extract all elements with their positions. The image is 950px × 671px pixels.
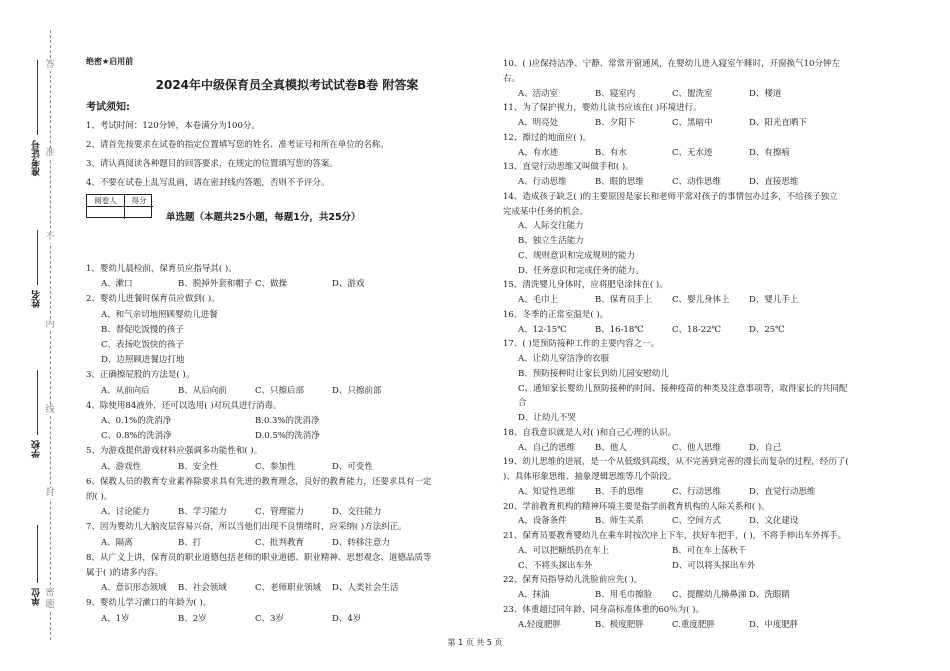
field-exam-number-label: 准考证号	[32, 140, 42, 176]
option[interactable]: C、只擦后部	[255, 385, 305, 396]
page-number: 第 1 页 共 5 页	[447, 638, 503, 647]
seal-char: 题	[43, 600, 57, 611]
score-cell[interactable]	[125, 207, 153, 219]
option[interactable]: B、2岁	[178, 613, 207, 624]
option[interactable]: A、0.1%的洗消净	[101, 416, 172, 426]
option[interactable]: B、寝室内	[595, 88, 636, 99]
question-continuation: 的( )。	[86, 492, 113, 502]
seal-line	[50, 30, 51, 640]
option-row	[518, 117, 826, 129]
option[interactable]: D、边照顾进餐边打地	[101, 355, 185, 366]
option[interactable]: 合	[518, 398, 527, 409]
option-row	[101, 278, 409, 290]
section-heading: 单选题（本题共25小题，每题1分，共25分）	[166, 212, 361, 223]
option-row	[518, 88, 826, 100]
option[interactable]: C.重度肥胖	[672, 619, 715, 630]
field-name-label: 姓名	[32, 290, 42, 308]
question-text: 7、因为婴幼儿大脑皮层容易兴奋，所以当他们出现不良情绪时，应采纳( )方法纠正。	[86, 522, 407, 533]
option[interactable]: B、独立生活能力	[518, 236, 584, 246]
binding-margin	[0, 0, 70, 671]
option[interactable]: C、通知家长婴幼儿预防接种的时间、接种疫苗的种类及注意事项等，取得家长的共同配	[518, 383, 848, 394]
option-row	[518, 412, 576, 424]
option[interactable]: D、洗眼睛	[749, 590, 790, 600]
option[interactable]: B、打	[178, 537, 202, 548]
option-row	[518, 265, 644, 277]
option[interactable]: B、督促吃饭慢的孩子	[101, 324, 184, 335]
option[interactable]: D、婴儿手上	[749, 295, 799, 305]
option[interactable]: D、中度肥胖	[749, 619, 799, 630]
option[interactable]: B、预防接种时让家长到幼儿园安慰幼儿	[518, 368, 669, 379]
seal-char: 答	[43, 60, 57, 71]
option[interactable]: D、交往能力	[332, 507, 382, 518]
question-text: 22、保育员指导幼儿洗脸前应先( )。	[503, 575, 643, 586]
option-row	[518, 368, 669, 380]
option[interactable]: C、提醒幼儿擤鼻涕	[672, 590, 747, 600]
option[interactable]: A、游戏性	[101, 461, 142, 472]
option[interactable]: B、16-18℃	[595, 324, 644, 335]
option[interactable]: A、人际交往能力	[518, 221, 584, 232]
option[interactable]: A、隔离	[101, 537, 133, 548]
field-exam-number-blank	[37, 60, 38, 135]
question-text: 2、婴幼儿进餐时保育员应做到( )。	[86, 294, 220, 305]
question-text: 6、保教人员的教育专业素养除要求具有先进的教育理念，良好的教育能力，还要求具有一定	[86, 476, 432, 487]
option[interactable]: C、盥洗室	[672, 88, 713, 99]
option-row	[101, 461, 409, 473]
option[interactable]: B、用毛巾擦脸	[595, 590, 653, 600]
question-text: 17、( )是预防接种工作的主要内容之一。	[503, 339, 660, 350]
option[interactable]: B、极度肥胖	[595, 619, 644, 630]
option[interactable]: A、从前向后	[101, 385, 150, 396]
option[interactable]: C、他人思维	[672, 442, 722, 453]
option[interactable]: C、3岁	[255, 613, 284, 624]
option[interactable]: D、可变性	[332, 461, 373, 472]
option[interactable]: D、让幼儿不哭	[518, 413, 576, 423]
question-text: 20、学前教育机构的精神环境主要是指学前教育机构的人际关系和( )。	[503, 501, 770, 512]
exam-title: 2024年中级保育员全真模拟考试试卷B卷 附答案	[155, 78, 419, 92]
option-row	[518, 294, 826, 306]
option[interactable]: A、和气亲切地照顾婴幼儿进餐	[101, 309, 218, 320]
notice-heading: 考试须知:	[86, 102, 130, 113]
question-text: 8、从广义上讲，保育员的职业道德包括老师的职业道德、职业精神、思想观念、道德品质等	[86, 552, 432, 563]
option[interactable]: C、参加性	[255, 461, 296, 472]
option[interactable]: B、有水	[595, 147, 627, 158]
option[interactable]: D、人类社会生活	[332, 583, 399, 594]
option[interactable]: B、从后向前	[178, 385, 227, 396]
question-text: 3、正确擦屁股的方法是( )。	[86, 370, 195, 381]
question-text: 4、除使用84液外，还可以选用( )对玩具进行消毒。	[86, 400, 282, 411]
option[interactable]: A、自己的思维	[518, 442, 576, 453]
option[interactable]: C、0.8%的洗消净	[101, 431, 172, 442]
option-row	[101, 309, 218, 321]
option[interactable]: B、社会领域	[178, 583, 227, 594]
seal-char: 不	[43, 232, 57, 243]
option[interactable]: D、25℃	[749, 324, 785, 335]
option-row	[518, 324, 826, 336]
question-text: 18、自我意识就是人对( )和自己心理的认识。	[503, 427, 677, 438]
option[interactable]: D、转移注意力	[332, 537, 390, 548]
option[interactable]: A、设备条件	[518, 516, 567, 527]
option-row	[101, 385, 409, 397]
question-continuation: )、具体形象思维、抽象逻辑思维等几个阶段。	[503, 472, 677, 482]
option[interactable]: A、行动思维	[518, 177, 567, 187]
option[interactable]: D、4岁	[332, 613, 362, 624]
question-text: 9、婴幼儿学习漱口的年龄为( )。	[86, 598, 212, 609]
option-row	[101, 324, 184, 336]
question-text: 16、冬季的正常室温是( )。	[503, 309, 609, 320]
option[interactable]: B、可在车上荡秋千	[672, 545, 747, 556]
option[interactable]: C、动作思维	[672, 177, 722, 187]
question-continuation: 属于( )的诸多内容。	[86, 568, 164, 578]
option-row	[518, 619, 826, 631]
option[interactable]: D、直觉行动思维	[749, 486, 816, 497]
option[interactable]: D、自己	[749, 442, 782, 453]
question-text: 21、保育员要教育婴幼儿在乘车时按次序上下车，扶好车把手，( )，不将手伸出车外挥手。	[503, 531, 847, 541]
question-text: 1、婴幼儿晨检前，保育员应指导其( )。	[86, 264, 237, 274]
option-row	[518, 147, 826, 159]
field-unit-blank	[37, 525, 38, 583]
option[interactable]: A、活动室	[518, 88, 559, 99]
notice-item: 1、考试时间：120分钟，本卷满分为100分。	[86, 121, 260, 131]
option[interactable]: A、抹油	[518, 590, 550, 600]
option[interactable]: A、1岁	[101, 613, 130, 624]
question-text: 19、幼儿思维的进展，是一个从低级到高级，从不完善到完善的漫长而复杂的过程，经历了(	[503, 457, 849, 468]
seal-char: 线	[43, 405, 57, 416]
option[interactable]: A、让幼儿穿洁净的衣服	[518, 354, 610, 364]
question-text: 13、直觉行动思维又叫做手和( )。	[503, 162, 634, 173]
option[interactable]: C、婴儿身体上	[672, 295, 730, 305]
option[interactable]: C、空间方式	[672, 516, 722, 527]
option-row	[518, 515, 826, 527]
right-column	[503, 0, 903, 671]
option[interactable]: A、漱口	[101, 279, 133, 290]
option[interactable]: C、行动思维	[672, 486, 722, 497]
question-text: 5、为游戏提供游戏材料应强调多功能性和( )。	[86, 446, 263, 457]
option-row	[518, 545, 826, 557]
question-text: 11、为了保护视力，婴幼儿读书应该在( )环境进行。	[503, 103, 702, 114]
reviewer-label: 阅卷人	[87, 195, 125, 207]
question-text: 10、( )应保持洁净、宁静、常常开窗通风，在婴幼儿进入寝室午睡时，开窗换气10分钟左	[503, 59, 840, 69]
option[interactable]: B、学习能力	[178, 507, 227, 518]
option-row	[101, 613, 409, 625]
option[interactable]: B、他人	[595, 442, 627, 453]
option[interactable]: A、12-15℃	[518, 324, 567, 335]
seal-char: 封	[43, 488, 57, 499]
option[interactable]: C、管理能力	[255, 507, 305, 518]
reviewer-cell[interactable]	[87, 207, 125, 219]
option-row	[518, 589, 826, 601]
option-row	[101, 430, 409, 442]
option[interactable]: D、可以将头探出车外	[672, 560, 756, 571]
notice-item: 2、请首先按要求在试卷的指定位置填写您的姓名、准考证号和所在单位的名称。	[86, 140, 389, 150]
option-row	[101, 506, 409, 518]
seal-char: 准	[43, 148, 57, 159]
option[interactable]: D、楼道	[749, 88, 782, 99]
option[interactable]: C、老师职业领域	[255, 583, 322, 594]
option[interactable]: B、手的思维	[595, 486, 644, 497]
option[interactable]: D、有擦痕	[749, 147, 790, 158]
left-column	[86, 0, 488, 671]
option[interactable]: D、游戏	[332, 279, 365, 290]
option[interactable]: A、讨论能力	[101, 507, 150, 518]
option[interactable]: D、直接思维	[749, 177, 799, 187]
option[interactable]: C、18-22℃	[672, 324, 722, 335]
option-row	[518, 486, 826, 498]
option[interactable]: B、眼的思维	[595, 177, 644, 187]
question-continuation: 右。	[503, 73, 521, 84]
option-row	[518, 397, 527, 409]
option-row	[518, 353, 609, 365]
question-text: 12、擦过的地面应( )。	[503, 132, 592, 143]
score-box	[86, 194, 152, 218]
option[interactable]: A、可以把糖纸扔在车上	[518, 545, 610, 556]
option[interactable]: C、规则意识和完成规则的能力	[518, 250, 636, 261]
option[interactable]: D.0.5%的洗消净	[255, 431, 320, 442]
option[interactable]: D、阳光直晒下	[749, 118, 807, 128]
option-row	[518, 176, 826, 188]
option[interactable]: B、夕阳下	[595, 118, 636, 128]
option[interactable]: B.0.3%的洗消净	[255, 416, 320, 426]
option-row	[101, 354, 184, 366]
field-school-blank	[37, 370, 38, 435]
question-continuation: 完成某中任务的机会。	[503, 206, 589, 217]
option-row	[101, 415, 409, 427]
option[interactable]: B、保育员手上	[595, 295, 653, 305]
option-row	[518, 220, 584, 232]
option[interactable]: D、只擦前部	[332, 385, 382, 396]
option-row	[101, 537, 409, 549]
option[interactable]: B、脱掉外套和帽子	[178, 279, 253, 290]
option[interactable]: A.轻度肥胖	[518, 619, 561, 630]
seal-char: 密	[43, 588, 57, 599]
option[interactable]: C、表扬吃饭快的孩子	[101, 340, 185, 350]
option-row	[518, 442, 826, 454]
option-row	[518, 560, 826, 572]
option[interactable]: A、毛巾上	[518, 295, 559, 305]
field-name-blank	[37, 230, 38, 285]
option[interactable]: C、批判教育	[255, 537, 305, 548]
option[interactable]: C、做操	[255, 279, 288, 290]
notice-item: 4、不要在试卷上乱写乱画，请在密封线内答题，否则不予评分。	[86, 178, 330, 188]
option-row	[518, 235, 584, 247]
option[interactable]: C、黑暗中	[672, 118, 713, 128]
option[interactable]: C、不将头探出车外	[518, 560, 593, 571]
question-text: 15、清洗婴儿身体时，应将肥皂涂抹在( )。	[503, 280, 668, 291]
option[interactable]: D、任务意识和完成任务的能力。	[518, 265, 644, 276]
option[interactable]: B、安全性	[178, 461, 219, 472]
option-row	[518, 383, 848, 395]
option[interactable]: A、有水迹	[518, 147, 559, 158]
option[interactable]: A、知觉性思维	[518, 486, 576, 497]
question-text: 23、体重超过同年龄、同身高标准体重的60％为( )。	[503, 604, 704, 615]
option[interactable]: D、文化建设	[749, 516, 799, 527]
score-label: 得分	[125, 195, 153, 207]
option[interactable]: A、明亮处	[518, 118, 559, 128]
option[interactable]: A、意识形态领域	[101, 583, 167, 594]
option-row	[101, 582, 409, 594]
question-text: 14、造成孩子缺乏( )的主要原因是家长和老师平常对孩子的事情包办过多，不给孩子独立	[503, 191, 838, 202]
notice-item: 3、请认真阅读各种题目的回答要求，在规定的位置填写您的答案。	[86, 159, 338, 169]
option-row	[518, 250, 635, 262]
seal-char: 内	[43, 320, 57, 331]
field-unit-label: 单位	[32, 588, 42, 606]
option[interactable]: B、师生关系	[595, 516, 644, 527]
field-school-label: 学校	[32, 440, 42, 458]
secret-label: 绝密★启用前	[86, 57, 134, 66]
option-row	[101, 339, 184, 351]
option[interactable]: C、无水迹	[672, 147, 713, 158]
